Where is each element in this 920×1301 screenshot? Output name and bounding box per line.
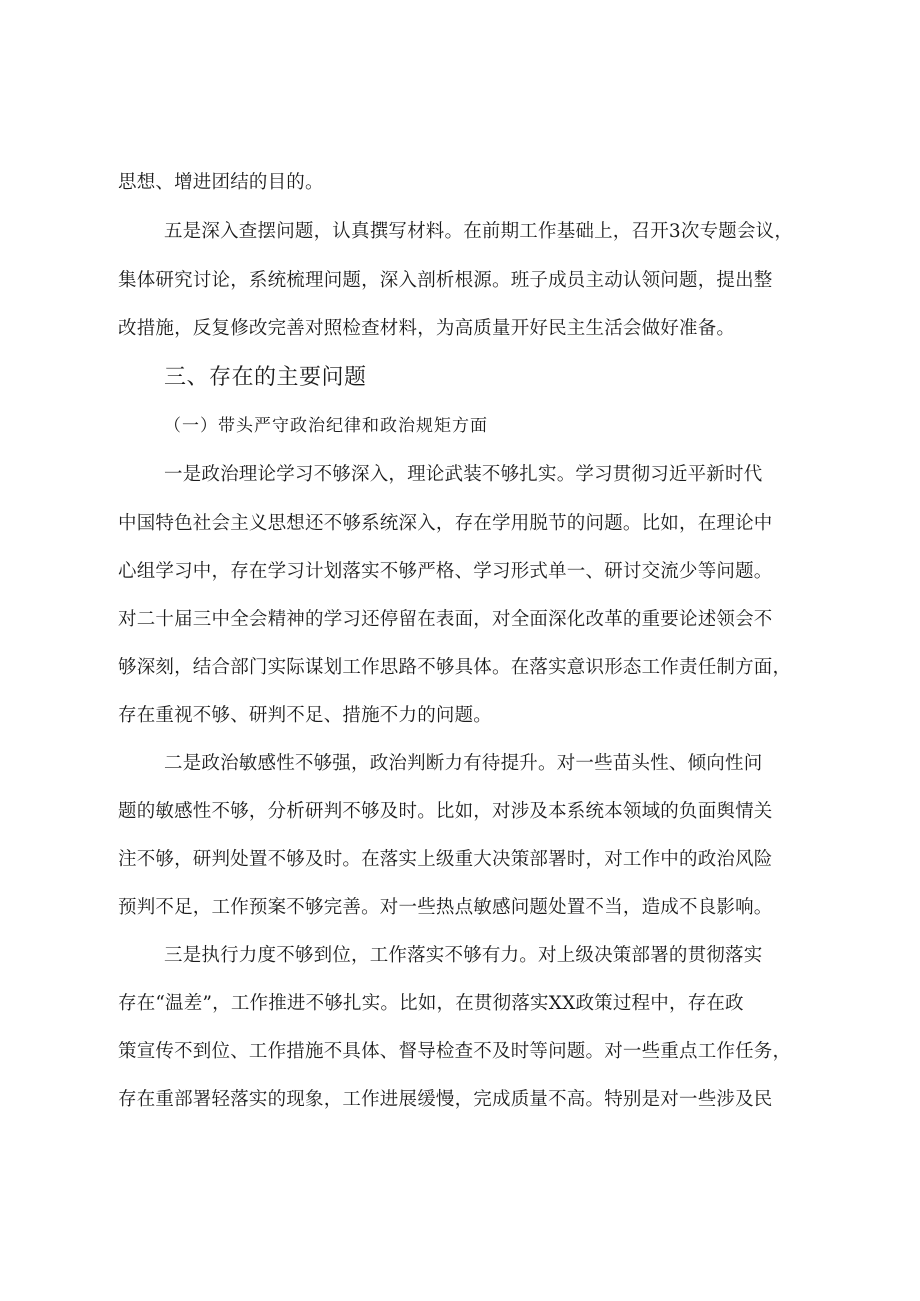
paragraph-line: 存在重视不够、研判不足、措施不力的问题。 — [118, 705, 493, 726]
paragraph-line: 集体研究讨论，系统梳理问题，深入剖析根源。班子成员主动认领问题，提出整 — [118, 270, 773, 291]
paragraph-line: 注不够，研判处置不够及时。在落实上级重大决策部署时，对工作中的政治风险 — [118, 849, 773, 870]
paragraph-line: 策宣传不到位、工作措施不具体、督导检查不及时等问题。对一些重点工作任务， — [118, 1041, 792, 1062]
paragraph-line: 对二十届三中全会精神的学习还停留在表面，对全面深化改革的重要论述领会不 — [118, 609, 773, 630]
section-heading: 三、存在的主要问题 — [164, 365, 367, 390]
paragraph-line: 预判不足，工作预案不够完善。对一些热点敏感问题处置不当，造成不良影响。 — [118, 897, 773, 918]
paragraph-line: 思想、增进团结的目的。 — [118, 172, 324, 193]
paragraph-line: 三是执行力度不够到位，工作落实不够有力。对上级决策部署的贯彻落实 — [164, 945, 763, 966]
paragraph-line: 心组学习中，存在学习计划落实不够严格、学习形式单一、研讨交流少等问题。 — [118, 561, 773, 582]
paragraph-line: 中国特色社会主义思想还不够系统深入，存在学用脱节的问题。比如，在理论中 — [118, 513, 773, 534]
paragraph-line: 一是政治理论学习不够深入，理论武装不够扎实。学习贯彻习近平新时代 — [164, 464, 763, 485]
paragraph-line: 题的敏感性不够，分析研判不够及时。比如，对涉及本系统本领域的负面舆情关 — [118, 801, 773, 822]
paragraph-line: 二是政治敏感性不够强，政治判断力有待提升。对一些苗头性、倾向性问 — [164, 753, 763, 774]
paragraph-line: 存在重部署轻落实的现象，工作进展缓慢，完成质量不高。特别是对一些涉及民 — [118, 1089, 773, 1110]
paragraph-line: 够深刻，结合部门实际谋划工作思路不够具体。在落实意识形态工作责任制方面， — [118, 657, 792, 678]
sub-section-heading: （一）带头严守政治纪律和政治规矩方面 — [164, 416, 488, 436]
paragraph-line: 五是深入查摆问题，认真撰写材料。在前期工作基础上，召开3次专题会议， — [164, 221, 794, 242]
paragraph-line: 改措施，反复修改完善对照检查材料，为高质量开好民主生活会做好准备。 — [118, 318, 736, 339]
paragraph-line: 存在“温差”，工作推进不够扎实。比如，在贯彻落实XX政策过程中，存在政 — [118, 993, 744, 1014]
